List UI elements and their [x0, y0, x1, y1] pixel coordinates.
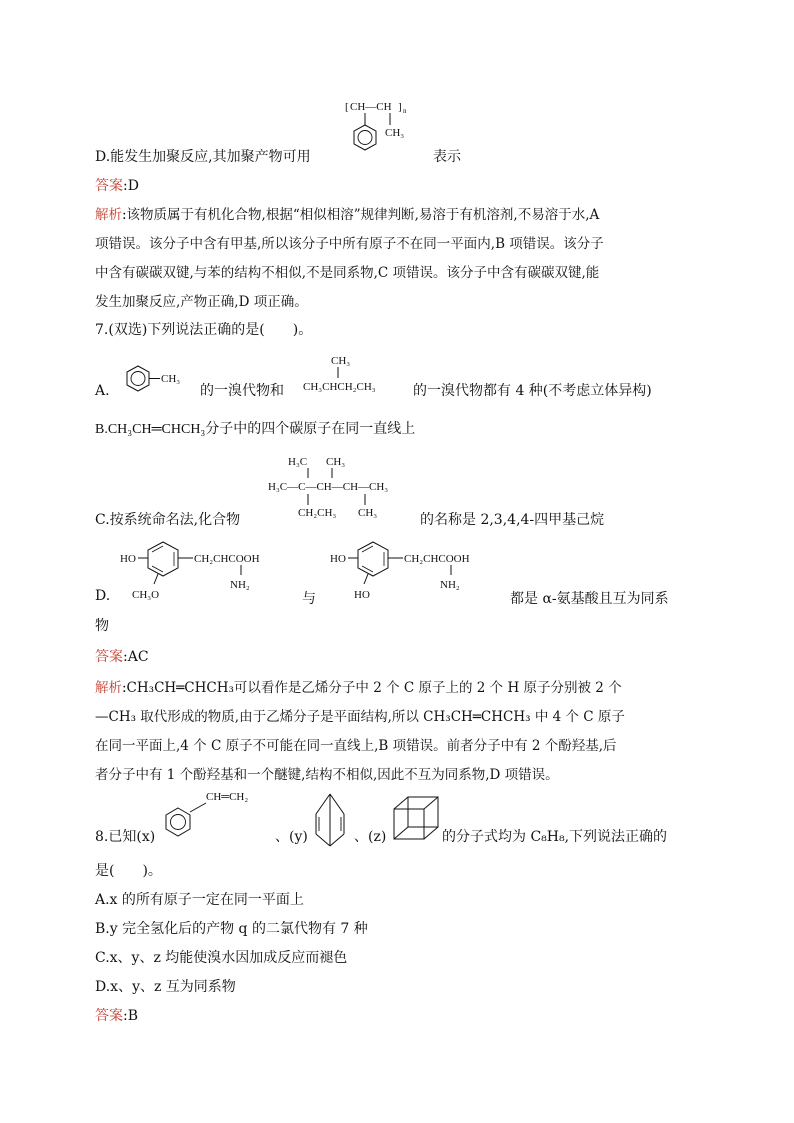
q8-option-b: B.y 完全氢化后的产物 q 的二氯代物有 7 种 [95, 921, 368, 937]
q8-answer [95, 1005, 138, 1025]
q8-stem-prefix: 8.已知(x) [95, 829, 156, 845]
svg-text:CH₃: CH₃ [358, 507, 378, 519]
svg-text:H₃C: H₃C [288, 456, 308, 468]
svg-text:NH₂: NH₂ [440, 579, 460, 591]
q8-option-d: D.x、y、z 互为同系物 [95, 979, 236, 995]
polystyrene-chain: CH—CH [350, 101, 392, 113]
barrelene-structure [308, 790, 352, 850]
q6-explanation-line: 中含有碳碳双键,与苯的结构不相似,不是同系物,C 项错误。该分子中含有碳碳双键,能 [95, 265, 600, 281]
answer-value: :AC [123, 649, 149, 665]
q7-option-d-suffix2: 物 [95, 618, 109, 634]
svg-text:CH═CH₂: CH═CH₂ [206, 791, 249, 803]
q8-stem-suffix: 的分子式均为 C₈H₈,下列说法正确的 [442, 829, 668, 845]
amino-acid-1-structure [118, 538, 308, 606]
svg-text:CH₂CHCOOH: CH₂CHCOOH [404, 553, 470, 565]
svg-text:H₃C—C—CH—CH—CH₃: H₃C—C—CH—CH—CH₃ [268, 481, 389, 493]
q6-option-d-prefix: D.能发生加聚反应,其加聚产物可用 [95, 149, 311, 165]
svg-text:CH₃: CH₃ [326, 456, 346, 468]
toluene-structure [118, 362, 198, 398]
svg-text:NH₂: NH₂ [230, 579, 250, 591]
svg-text:CH₃: CH₃ [161, 373, 181, 385]
polystyrene-methyl: CH₃ [385, 127, 405, 139]
q8-stem-line2: 是( )。 [95, 863, 162, 879]
svg-text:CH₂CH₃: CH₂CH₃ [298, 507, 337, 519]
q7-option-a-label: A. [95, 383, 110, 399]
q7-option-d-label: D. [95, 588, 111, 604]
q7-option-b: B.CH₃CH═CHCH₃分子中的四个碳原子在同一直线上 [95, 422, 416, 437]
q6-option-d-suffix: 表示 [433, 149, 461, 165]
svg-text:CH₃CHCH₂CH₃: CH₃CHCH₂CH₃ [303, 381, 376, 393]
q6-answer [95, 175, 139, 195]
q6-explanation-line: 解析:该物质属于有机化合物,根据“相似相溶”规律判断,易溶于有机溶剂,不易溶于水,A [95, 207, 600, 223]
q8-stem-z: 、(z) [354, 829, 387, 845]
svg-text:HO: HO [330, 553, 346, 565]
amino-acid-2-structure [328, 538, 518, 606]
q7-option-d-suffix: 都是 α-氨基酸且互为同系 [510, 591, 669, 607]
cubane-structure [392, 795, 442, 845]
q7-explanation-line: 者分子中有 1 个酚羟基和一个醚键,结构不相似,因此不互为同系物,D 项错误。 [95, 767, 559, 783]
styrene-structure [158, 788, 278, 848]
svg-text:n: n [403, 107, 407, 115]
q7-option-d-mid: 与 [302, 591, 316, 607]
q7-answer [95, 646, 149, 666]
answer-label: 答案 [95, 178, 123, 194]
q7-explanation-line: 解析:CH₃CH═CHCH₃可以看作是乙烯分子中 2 个 C 原子上的 2 个 H 原子分别被 2 个 [95, 680, 622, 696]
q6-explanation-line: 发生加聚反应,产物正确,D 项正确。 [95, 294, 308, 310]
q7-explanation-line: —CH₃ 取代形成的物质,由于乙烯分子是平面结构,所以 CH₃CH═CHCH₃ 中 4 个 C 原子 [95, 709, 625, 725]
svg-text:CH₃O: CH₃O [132, 589, 160, 601]
answer-label: 答案 [95, 1008, 123, 1024]
q8-option-a: A.x 的所有原子一定在同一平面上 [95, 892, 304, 908]
svg-text:]: ] [398, 101, 402, 113]
svg-text:CH₃: CH₃ [331, 355, 351, 367]
q7-stem: 7.(双选)下列说法正确的是( )。 [95, 322, 313, 338]
q6-explanation-line: 项错误。该分子中含有甲基,所以该分子中所有原子不在同一平面内,B 项错误。该分子 [95, 236, 604, 252]
svg-text:CH₂CHCOOH: CH₂CHCOOH [194, 553, 260, 565]
svg-text:HO: HO [120, 553, 136, 565]
q7-option-c-suffix: 的名称是 2,3,4,4-四甲基己烷 [420, 512, 605, 528]
answer-value: :B [123, 1008, 139, 1024]
q8-option-c: C.x、y、z 均能使溴水因加成反应而褪色 [95, 950, 348, 966]
q7-option-a-suffix: 的一溴代物都有 4 种(不考虑立体异构) [413, 383, 652, 399]
explanation-label: 解析 [95, 680, 122, 696]
svg-text:[: [ [345, 101, 349, 113]
q8-stem-y: 、(y) [275, 829, 308, 845]
answer-label: 答案 [95, 649, 123, 665]
q7-option-c-prefix: C.按系统命名法,化合物 [95, 512, 241, 528]
polystyrene-structure [345, 100, 435, 170]
svg-text:HO: HO [354, 589, 370, 601]
branched-alkane-structure [268, 450, 428, 528]
explanation-label: 解析 [95, 207, 122, 223]
answer-value: :D [123, 178, 139, 194]
q7-explanation-line: 在同一平面上,4 个 C 原子不可能在同一直线上,B 项错误。前者分子中有 2 个酚羟基,后 [95, 738, 617, 754]
q7-option-a-mid: 的一溴代物和 [200, 383, 284, 399]
isopentane-structure [303, 352, 413, 396]
